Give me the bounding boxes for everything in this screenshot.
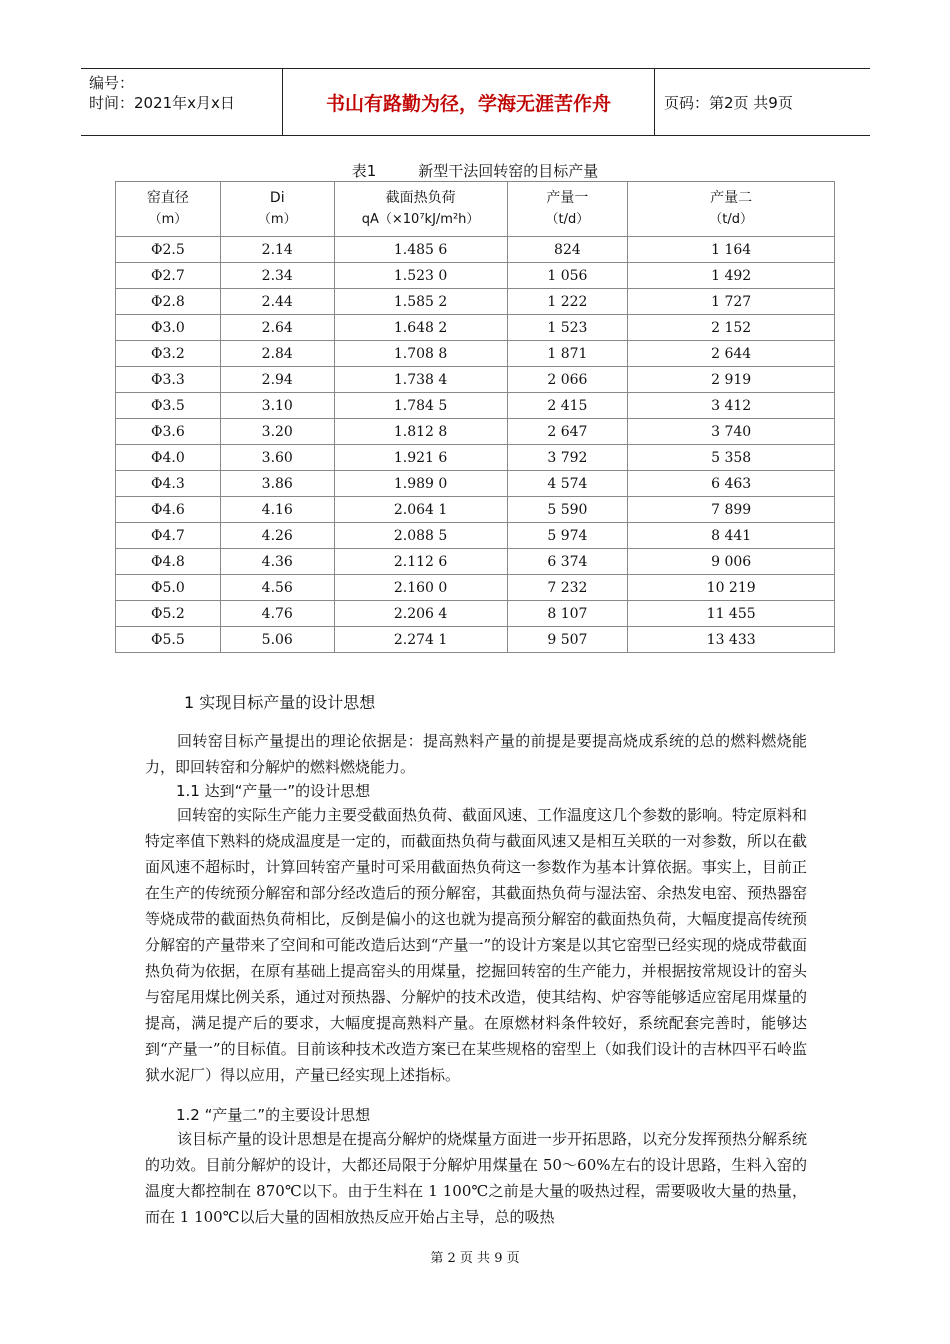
table-cell: 1.812 8 — [334, 419, 507, 445]
header-output-2: 产量二 （t/d） — [628, 182, 835, 237]
table-cell: 2.064 1 — [334, 497, 507, 523]
paragraph-intro: 回转窑目标产量提出的理论依据是：提高熟料产量的前提是要提高烧成系统的总的燃料燃烧能力，即回转窑和分解炉的燃料燃烧能力。 — [145, 732, 807, 776]
table-cell: 1.523 0 — [334, 263, 507, 289]
table-cell: 8 441 — [628, 523, 835, 549]
table-row — [116, 497, 835, 523]
table-cell: 2 415 — [507, 393, 628, 419]
table-cell: 3.10 — [220, 393, 334, 419]
table-cell: Φ4.8 — [116, 549, 221, 575]
table-cell: 1.784 5 — [334, 393, 507, 419]
table-cell: 1.648 2 — [334, 315, 507, 341]
table-cell: Φ4.0 — [116, 445, 221, 471]
header-heat-load: 截面热负荷 qA（×10⁷kJ/m²h） — [334, 182, 507, 237]
table-cell: Φ3.6 — [116, 419, 221, 445]
table-cell: 8 107 — [507, 601, 628, 627]
table-cell: 1.921 6 — [334, 445, 507, 471]
table-cell: 1 492 — [628, 263, 835, 289]
table-cell: 7 232 — [507, 575, 628, 601]
table-cell: 3.86 — [220, 471, 334, 497]
table-row — [116, 445, 835, 471]
table-cell: Φ2.8 — [116, 289, 221, 315]
table-cell: 5.06 — [220, 627, 334, 653]
header-output-1: 产量一 （t/d） — [507, 182, 628, 237]
table-row — [116, 289, 835, 315]
table-row — [116, 627, 835, 653]
table-cell: 4.26 — [220, 523, 334, 549]
table-row — [116, 549, 835, 575]
table-cell: 1 871 — [507, 341, 628, 367]
table-cell: 2.112 6 — [334, 549, 507, 575]
table-cell: 2 647 — [507, 419, 628, 445]
header-meta — [89, 73, 285, 113]
table-caption — [115, 160, 835, 181]
table-cell: 6 463 — [628, 471, 835, 497]
subsection-title-1: 1.1 达到“产量一”的设计思想 — [176, 782, 371, 800]
table-header-row — [116, 182, 835, 237]
table-row — [116, 471, 835, 497]
table-cell: 4.56 — [220, 575, 334, 601]
table-cell: 1 523 — [507, 315, 628, 341]
table-cell: 1.585 2 — [334, 289, 507, 315]
table-cell: 1.485 6 — [334, 237, 507, 263]
table-cell: 2.34 — [220, 263, 334, 289]
table-cell: 3 740 — [628, 419, 835, 445]
kiln-output-table — [115, 181, 835, 653]
table-cell: 824 — [507, 237, 628, 263]
table-cell: 1.738 4 — [334, 367, 507, 393]
table-cell: 1.708 8 — [334, 341, 507, 367]
table-cell: Φ5.2 — [116, 601, 221, 627]
table-cell: 6 374 — [507, 549, 628, 575]
table-cell: 13 433 — [628, 627, 835, 653]
header-divider — [654, 69, 655, 135]
table-cell: 4.16 — [220, 497, 334, 523]
table-cell: 3 412 — [628, 393, 835, 419]
table-cell: 5 358 — [628, 445, 835, 471]
table-cell: 2.84 — [220, 341, 334, 367]
table-cell: 2.160 0 — [334, 575, 507, 601]
table-cell: 2.44 — [220, 289, 334, 315]
table-cell: Φ5.0 — [116, 575, 221, 601]
table-cell: 9 507 — [507, 627, 628, 653]
table-cell: 1 056 — [507, 263, 628, 289]
header-page-info: 页码：第2页 共9页 — [664, 93, 793, 112]
table-cell: Φ3.3 — [116, 367, 221, 393]
table-caption-title: 新型干法回转窑的目标产量 — [418, 162, 599, 180]
table-cell: 10 219 — [628, 575, 835, 601]
table-cell: 2.206 4 — [334, 601, 507, 627]
table-row — [116, 341, 835, 367]
table-caption-number: 表1 — [351, 162, 377, 180]
table-cell: 11 455 — [628, 601, 835, 627]
table-cell: 2 919 — [628, 367, 835, 393]
table-row — [116, 237, 835, 263]
table-cell: 1.989 0 — [334, 471, 507, 497]
table-cell: 3.60 — [220, 445, 334, 471]
page-header — [81, 68, 870, 136]
table-cell: 5 974 — [507, 523, 628, 549]
table-cell: 4 574 — [507, 471, 628, 497]
table-cell: 2.64 — [220, 315, 334, 341]
doc-time-label: 时间：2021年x月x日 — [89, 94, 235, 112]
table-cell: 2 644 — [628, 341, 835, 367]
table-cell: 3.20 — [220, 419, 334, 445]
table-cell: Φ4.6 — [116, 497, 221, 523]
table-cell: 4.76 — [220, 601, 334, 627]
table-row — [116, 575, 835, 601]
page-footer: 第 2 页 共 9 页 — [430, 1251, 520, 1266]
table-cell: Φ5.5 — [116, 627, 221, 653]
table-cell: Φ3.2 — [116, 341, 221, 367]
table-cell: Φ3.0 — [116, 315, 221, 341]
table-row — [116, 523, 835, 549]
table-cell: 7 899 — [628, 497, 835, 523]
paragraph-output-2: 该目标产量的设计思想是在提高分解炉的烧煤量方面进一步开拓思路，以充分发挥预热分解系统的功效。目前分解炉的设计，大都还局限于分解炉用煤量在 50～60%左右的设计思路，生料入窑的温度大都控制在 870℃以下。由于生料在 1 100℃之前是大量的吸热过程，需要吸收大量的热量，而在 1 100℃以后大量的固相放热反应开始占主导，总的吸热 — [145, 1130, 808, 1226]
table-cell: 3 792 — [507, 445, 628, 471]
table-cell: 2.14 — [220, 237, 334, 263]
table-cell: 1 164 — [628, 237, 835, 263]
table-cell: 4.36 — [220, 549, 334, 575]
subsection-title-2: 1.2 “产量二”的主要设计思想 — [176, 1106, 371, 1124]
table-cell: 1 727 — [628, 289, 835, 315]
table-cell: 2 152 — [628, 315, 835, 341]
header-di: Di （m） — [220, 182, 334, 237]
table-row — [116, 601, 835, 627]
table-row — [116, 419, 835, 445]
table-cell: 2.274 1 — [334, 627, 507, 653]
table-row — [116, 263, 835, 289]
table-cell: 2.088 5 — [334, 523, 507, 549]
paragraph-output-1: 回转窑的实际生产能力主要受截面热负荷、截面风速、工作温度这几个参数的影响。特定原料和特定率值下熟料的烧成温度是一定的，而截面热负荷与截面风速又是相互关联的一对参数，所以在截面风速不超标时，计算回转窑产量时可采用截面热负荷这一参数作为基本计算依据。事实上，目前正在生产的传统预分解窑和部分经改造后的预分解窑，其截面热负荷与湿法窑、余热发电窑、预热器窑等烧成带的截面热负荷相比，反倒是偏小的这也就为提高预分解窑的截面热负荷，大幅度提高传统预分解窑的产量带来了空间和可能改造后达到“产量一”的设计方案是以其它窑型已经实现的烧成带截面热负荷为依据，在原有基础上提高窑头的用煤量，挖掘回转窑的生产能力，并根据按常规设计的窑头与窑尾用煤比例关系，通过对预热器、分解炉的技术改造，使其结构、炉容等能够适应窑尾用煤量的提高，满足提产后的要求，大幅度提高熟料产量。在原燃材料条件较好，系统配套完善时，能够达到“产量一”的目标值。目前该种技术改造方案已在某些规格的窑型上（如我们设计的吉林四平石岭监狱水泥厂）得以应用，产量已经实现上述指标。 — [145, 806, 808, 1084]
header-motto: 书山有路勤为径，学海无涯苦作舟 — [325, 92, 611, 115]
doc-number-label: 编号： — [89, 74, 135, 92]
table-cell: Φ4.7 — [116, 523, 221, 549]
table-cell: 2 066 — [507, 367, 628, 393]
table-row — [116, 315, 835, 341]
table-cell: Φ2.5 — [116, 237, 221, 263]
table-row — [116, 367, 835, 393]
table-cell: 2.94 — [220, 367, 334, 393]
table-cell: 1 222 — [507, 289, 628, 315]
table-cell: Φ3.5 — [116, 393, 221, 419]
table-cell: 9 006 — [628, 549, 835, 575]
table-row — [116, 393, 835, 419]
table-cell: Φ2.7 — [116, 263, 221, 289]
header-kiln-diameter: 窑直径 （m） — [116, 182, 221, 237]
table-cell: Φ4.3 — [116, 471, 221, 497]
section-title: 1 实现目标产量的设计思想 — [184, 693, 376, 712]
table-cell: 5 590 — [507, 497, 628, 523]
